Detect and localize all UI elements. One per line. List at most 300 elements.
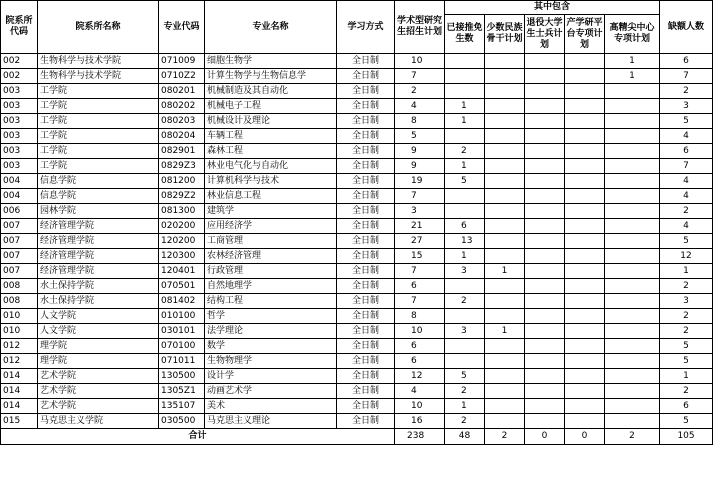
header-exempt: 已接推免生数: [445, 15, 485, 54]
cell-high-tech: [605, 294, 660, 309]
cell-dept-name: 艺术学院: [38, 369, 159, 384]
cell-veteran: [525, 144, 565, 159]
cell-dept-code: 004: [1, 174, 38, 189]
cell-veteran: [525, 354, 565, 369]
cell-veteran: [525, 279, 565, 294]
cell-gap: 1: [660, 369, 713, 384]
cell-dept-code: 003: [1, 129, 38, 144]
cell-study-mode: 全日制: [337, 294, 395, 309]
cell-major-name: 美术: [205, 399, 337, 414]
cell-gap: 12: [660, 249, 713, 264]
cell-dept-name: 艺术学院: [38, 384, 159, 399]
cell-veteran: [525, 129, 565, 144]
cell-major-name: 建筑学: [205, 204, 337, 219]
cell-dept-code: 010: [1, 324, 38, 339]
cell-study-mode: 全日制: [337, 204, 395, 219]
cell-major-code: 020200: [159, 219, 205, 234]
total-high-tech: 2: [605, 429, 660, 445]
cell-exempt: 1: [445, 159, 485, 174]
cell-high-tech: 1: [605, 69, 660, 84]
cell-major-name: 行政管理: [205, 264, 337, 279]
cell-exempt: [445, 69, 485, 84]
cell-dept-code: 003: [1, 144, 38, 159]
cell-dept-name: 人文学院: [38, 309, 159, 324]
cell-minority: [485, 159, 525, 174]
table-row: [1, 309, 713, 324]
cell-minority: [485, 339, 525, 354]
cell-major-name: 机械制造及其自动化: [205, 84, 337, 99]
cell-major-name: 自然地理学: [205, 279, 337, 294]
cell-minority: [485, 354, 525, 369]
cell-dept-name: 经济管理学院: [38, 219, 159, 234]
table-row: [1, 189, 713, 204]
cell-dept-code: 003: [1, 84, 38, 99]
cell-gap: 4: [660, 174, 713, 189]
cell-dept-code: 004: [1, 189, 38, 204]
cell-minority: [485, 84, 525, 99]
cell-major-code: 081200: [159, 174, 205, 189]
table-row: [1, 279, 713, 294]
cell-major-name: 林业信息工程: [205, 189, 337, 204]
cell-plan: 6: [395, 354, 445, 369]
cell-dept-name: 信息学院: [38, 174, 159, 189]
cell-industry: [565, 309, 605, 324]
cell-exempt: 3: [445, 324, 485, 339]
cell-minority: [485, 129, 525, 144]
cell-exempt: 2: [445, 384, 485, 399]
cell-veteran: [525, 234, 565, 249]
cell-industry: [565, 144, 605, 159]
table-row: [1, 174, 713, 189]
cell-plan: 9: [395, 159, 445, 174]
cell-high-tech: [605, 189, 660, 204]
cell-gap: 2: [660, 324, 713, 339]
cell-high-tech: [605, 144, 660, 159]
cell-study-mode: 全日制: [337, 279, 395, 294]
cell-major-name: 马克思主义理论: [205, 414, 337, 429]
cell-dept-name: 理学院: [38, 339, 159, 354]
cell-study-mode: 全日制: [337, 354, 395, 369]
cell-exempt: 2: [445, 294, 485, 309]
table-row: [1, 159, 713, 174]
cell-gap: 2: [660, 84, 713, 99]
cell-gap: 6: [660, 399, 713, 414]
cell-exempt: 2: [445, 144, 485, 159]
cell-dept-name: 工学院: [38, 114, 159, 129]
total-industry: 0: [565, 429, 605, 445]
cell-industry: [565, 339, 605, 354]
table-row: [1, 54, 713, 69]
table-row: [1, 204, 713, 219]
header-plan: 学术型研究生招生计划: [395, 1, 445, 54]
cell-exempt: 5: [445, 369, 485, 384]
cell-gap: 7: [660, 69, 713, 84]
cell-plan: 3: [395, 204, 445, 219]
table-row: [1, 414, 713, 429]
cell-high-tech: [605, 234, 660, 249]
cell-dept-code: 003: [1, 159, 38, 174]
cell-exempt: 13: [445, 234, 485, 249]
cell-exempt: 6: [445, 219, 485, 234]
cell-study-mode: 全日制: [337, 219, 395, 234]
cell-exempt: [445, 279, 485, 294]
table-row: [1, 384, 713, 399]
cell-veteran: [525, 54, 565, 69]
cell-high-tech: [605, 279, 660, 294]
cell-high-tech: [605, 309, 660, 324]
cell-high-tech: [605, 99, 660, 114]
cell-dept-code: 002: [1, 69, 38, 84]
cell-plan: 10: [395, 324, 445, 339]
cell-veteran: [525, 204, 565, 219]
cell-major-code: 081300: [159, 204, 205, 219]
cell-industry: [565, 279, 605, 294]
cell-plan: 16: [395, 414, 445, 429]
cell-major-code: 120401: [159, 264, 205, 279]
cell-gap: 2: [660, 204, 713, 219]
cell-gap: 4: [660, 189, 713, 204]
cell-major-name: 设计学: [205, 369, 337, 384]
cell-exempt: [445, 339, 485, 354]
cell-study-mode: 全日制: [337, 414, 395, 429]
cell-major-name: 哲学: [205, 309, 337, 324]
cell-dept-code: 003: [1, 114, 38, 129]
cell-study-mode: 全日制: [337, 189, 395, 204]
cell-dept-name: 经济管理学院: [38, 234, 159, 249]
cell-major-code: 071011: [159, 354, 205, 369]
cell-major-name: 计算生物学与生物信息学: [205, 69, 337, 84]
cell-study-mode: 全日制: [337, 234, 395, 249]
cell-dept-code: 014: [1, 369, 38, 384]
cell-industry: [565, 249, 605, 264]
cell-plan: 27: [395, 234, 445, 249]
table-row: [1, 99, 713, 114]
cell-plan: 19: [395, 174, 445, 189]
cell-dept-name: 理学院: [38, 354, 159, 369]
cell-study-mode: 全日制: [337, 324, 395, 339]
cell-dept-name: 生物科学与技术学院: [38, 69, 159, 84]
table-row: [1, 369, 713, 384]
cell-dept-name: 工学院: [38, 129, 159, 144]
cell-minority: [485, 219, 525, 234]
header-gap: 缺额人数: [660, 1, 713, 54]
total-exempt: 48: [445, 429, 485, 445]
total-veteran: 0: [525, 429, 565, 445]
cell-dept-code: 007: [1, 249, 38, 264]
cell-high-tech: 1: [605, 54, 660, 69]
cell-high-tech: [605, 414, 660, 429]
cell-major-code: 0710Z2: [159, 69, 205, 84]
table-row: [1, 249, 713, 264]
cell-veteran: [525, 189, 565, 204]
cell-veteran: [525, 114, 565, 129]
cell-study-mode: 全日制: [337, 54, 395, 69]
cell-plan: 7: [395, 69, 445, 84]
cell-dept-code: 010: [1, 309, 38, 324]
cell-minority: [485, 54, 525, 69]
table-row: [1, 399, 713, 414]
cell-veteran: [525, 84, 565, 99]
cell-dept-name: 园林学院: [38, 204, 159, 219]
cell-veteran: [525, 414, 565, 429]
cell-dept-code: 006: [1, 204, 38, 219]
cell-veteran: [525, 264, 565, 279]
cell-industry: [565, 324, 605, 339]
cell-exempt: [445, 309, 485, 324]
header-high-tech: 高精尖中心专项计划: [605, 15, 660, 54]
total-plan: 238: [395, 429, 445, 445]
cell-major-code: 1305Z1: [159, 384, 205, 399]
cell-major-name: 森林工程: [205, 144, 337, 159]
table-row: [1, 264, 713, 279]
header-major-code: 专业代码: [159, 1, 205, 54]
cell-dept-name: 工学院: [38, 144, 159, 159]
cell-exempt: [445, 189, 485, 204]
cell-high-tech: [605, 159, 660, 174]
cell-plan: 6: [395, 279, 445, 294]
cell-exempt: [445, 54, 485, 69]
cell-minority: 1: [485, 324, 525, 339]
cell-dept-name: 工学院: [38, 99, 159, 114]
cell-major-name: 动画艺术学: [205, 384, 337, 399]
cell-dept-name: 经济管理学院: [38, 249, 159, 264]
cell-major-name: 生物物理学: [205, 354, 337, 369]
cell-veteran: [525, 399, 565, 414]
total-row: [1, 429, 713, 445]
cell-gap: 5: [660, 114, 713, 129]
cell-study-mode: 全日制: [337, 369, 395, 384]
cell-high-tech: [605, 219, 660, 234]
header-veteran: 退役大学生士兵计划: [525, 15, 565, 54]
cell-gap: 2: [660, 279, 713, 294]
table-row: [1, 234, 713, 249]
cell-major-code: 080202: [159, 99, 205, 114]
total-label: 合计: [1, 429, 395, 445]
table-row: [1, 354, 713, 369]
cell-industry: [565, 174, 605, 189]
cell-minority: [485, 99, 525, 114]
cell-plan: 7: [395, 264, 445, 279]
cell-industry: [565, 384, 605, 399]
cell-high-tech: [605, 354, 660, 369]
cell-plan: 4: [395, 99, 445, 114]
cell-dept-code: 014: [1, 399, 38, 414]
total-gap: 105: [660, 429, 713, 445]
cell-dept-code: 012: [1, 339, 38, 354]
table-footer: [1, 429, 713, 445]
cell-study-mode: 全日制: [337, 159, 395, 174]
cell-dept-code: 008: [1, 279, 38, 294]
cell-study-mode: 全日制: [337, 309, 395, 324]
cell-plan: 8: [395, 309, 445, 324]
cell-high-tech: [605, 264, 660, 279]
cell-veteran: [525, 369, 565, 384]
cell-dept-code: 008: [1, 294, 38, 309]
cell-plan: 15: [395, 249, 445, 264]
cell-minority: [485, 279, 525, 294]
cell-dept-code: 003: [1, 99, 38, 114]
cell-plan: 10: [395, 54, 445, 69]
cell-gap: 6: [660, 54, 713, 69]
cell-minority: [485, 174, 525, 189]
cell-dept-name: 人文学院: [38, 324, 159, 339]
cell-plan: 10: [395, 399, 445, 414]
cell-high-tech: [605, 204, 660, 219]
cell-dept-name: 水土保持学院: [38, 294, 159, 309]
cell-high-tech: [605, 129, 660, 144]
cell-major-name: 数学: [205, 339, 337, 354]
table-row: [1, 294, 713, 309]
header-minority: 少数民族骨干计划: [485, 15, 525, 54]
cell-exempt: 5: [445, 174, 485, 189]
cell-major-name: 机械电子工程: [205, 99, 337, 114]
cell-minority: [485, 249, 525, 264]
table-row: [1, 339, 713, 354]
cell-major-name: 机械设计及理论: [205, 114, 337, 129]
cell-high-tech: [605, 249, 660, 264]
cell-dept-name: 经济管理学院: [38, 264, 159, 279]
cell-major-name: 农林经济管理: [205, 249, 337, 264]
cell-major-name: 细胞生物学: [205, 54, 337, 69]
header-included: 其中包含: [445, 1, 660, 15]
cell-minority: [485, 234, 525, 249]
cell-major-code: 080201: [159, 84, 205, 99]
table-body: [1, 54, 713, 429]
table-header: [1, 1, 713, 54]
cell-veteran: [525, 159, 565, 174]
cell-dept-name: 水土保持学院: [38, 279, 159, 294]
cell-gap: 6: [660, 144, 713, 159]
table-row: [1, 69, 713, 84]
cell-gap: 3: [660, 99, 713, 114]
cell-dept-code: 007: [1, 234, 38, 249]
cell-dept-code: 007: [1, 264, 38, 279]
cell-study-mode: 全日制: [337, 339, 395, 354]
cell-exempt: 3: [445, 264, 485, 279]
cell-minority: [485, 414, 525, 429]
cell-industry: [565, 204, 605, 219]
cell-gap: 5: [660, 339, 713, 354]
cell-dept-code: 014: [1, 384, 38, 399]
cell-dept-code: 002: [1, 54, 38, 69]
cell-veteran: [525, 219, 565, 234]
cell-high-tech: [605, 384, 660, 399]
cell-veteran: [525, 294, 565, 309]
table-row: [1, 84, 713, 99]
cell-gap: 5: [660, 414, 713, 429]
cell-exempt: [445, 354, 485, 369]
cell-high-tech: [605, 369, 660, 384]
cell-gap: 7: [660, 159, 713, 174]
cell-industry: [565, 219, 605, 234]
cell-major-code: 030500: [159, 414, 205, 429]
total-minority: 2: [485, 429, 525, 445]
cell-major-code: 030101: [159, 324, 205, 339]
cell-minority: [485, 69, 525, 84]
cell-industry: [565, 234, 605, 249]
cell-major-code: 071009: [159, 54, 205, 69]
table-row: [1, 219, 713, 234]
cell-high-tech: [605, 324, 660, 339]
cell-major-code: 081402: [159, 294, 205, 309]
cell-industry: [565, 54, 605, 69]
cell-minority: [485, 294, 525, 309]
cell-industry: [565, 69, 605, 84]
cell-minority: [485, 114, 525, 129]
cell-plan: 7: [395, 294, 445, 309]
cell-dept-name: 工学院: [38, 84, 159, 99]
cell-industry: [565, 369, 605, 384]
cell-high-tech: [605, 399, 660, 414]
cell-high-tech: [605, 174, 660, 189]
cell-veteran: [525, 99, 565, 114]
cell-dept-name: 信息学院: [38, 189, 159, 204]
header-dept-name: 院系所名称: [38, 1, 159, 54]
cell-minority: [485, 189, 525, 204]
cell-study-mode: 全日制: [337, 129, 395, 144]
cell-major-name: 结构工程: [205, 294, 337, 309]
cell-minority: [485, 399, 525, 414]
cell-study-mode: 全日制: [337, 174, 395, 189]
cell-minority: [485, 144, 525, 159]
cell-gap: 4: [660, 219, 713, 234]
cell-high-tech: [605, 114, 660, 129]
cell-major-code: 010100: [159, 309, 205, 324]
cell-minority: [485, 309, 525, 324]
cell-study-mode: 全日制: [337, 399, 395, 414]
cell-dept-code: 007: [1, 219, 38, 234]
cell-major-code: 130500: [159, 369, 205, 384]
cell-veteran: [525, 249, 565, 264]
header-major-name: 专业名称: [205, 1, 337, 54]
cell-major-code: 0829Z3: [159, 159, 205, 174]
cell-plan: 7: [395, 189, 445, 204]
cell-study-mode: 全日制: [337, 249, 395, 264]
cell-major-name: 林业电气化与自动化: [205, 159, 337, 174]
cell-industry: [565, 99, 605, 114]
cell-dept-name: 艺术学院: [38, 399, 159, 414]
cell-exempt: 1: [445, 99, 485, 114]
cell-plan: 9: [395, 144, 445, 159]
cell-exempt: [445, 129, 485, 144]
cell-study-mode: 全日制: [337, 84, 395, 99]
cell-industry: [565, 129, 605, 144]
cell-exempt: 1: [445, 399, 485, 414]
cell-minority: [485, 384, 525, 399]
cell-plan: 21: [395, 219, 445, 234]
cell-veteran: [525, 324, 565, 339]
cell-plan: 12: [395, 369, 445, 384]
cell-industry: [565, 159, 605, 174]
table-row: [1, 324, 713, 339]
cell-major-name: 工商管理: [205, 234, 337, 249]
cell-gap: 2: [660, 309, 713, 324]
cell-major-name: 车辆工程: [205, 129, 337, 144]
cell-major-code: 120300: [159, 249, 205, 264]
cell-exempt: [445, 204, 485, 219]
cell-gap: 5: [660, 234, 713, 249]
cell-veteran: [525, 339, 565, 354]
cell-exempt: 2: [445, 414, 485, 429]
header-industry: 产学研平台专项计划: [565, 15, 605, 54]
cell-gap: 5: [660, 354, 713, 369]
cell-major-code: 135107: [159, 399, 205, 414]
cell-veteran: [525, 384, 565, 399]
cell-major-name: 应用经济学: [205, 219, 337, 234]
cell-major-code: 0829Z2: [159, 189, 205, 204]
cell-dept-code: 015: [1, 414, 38, 429]
cell-gap: 4: [660, 129, 713, 144]
